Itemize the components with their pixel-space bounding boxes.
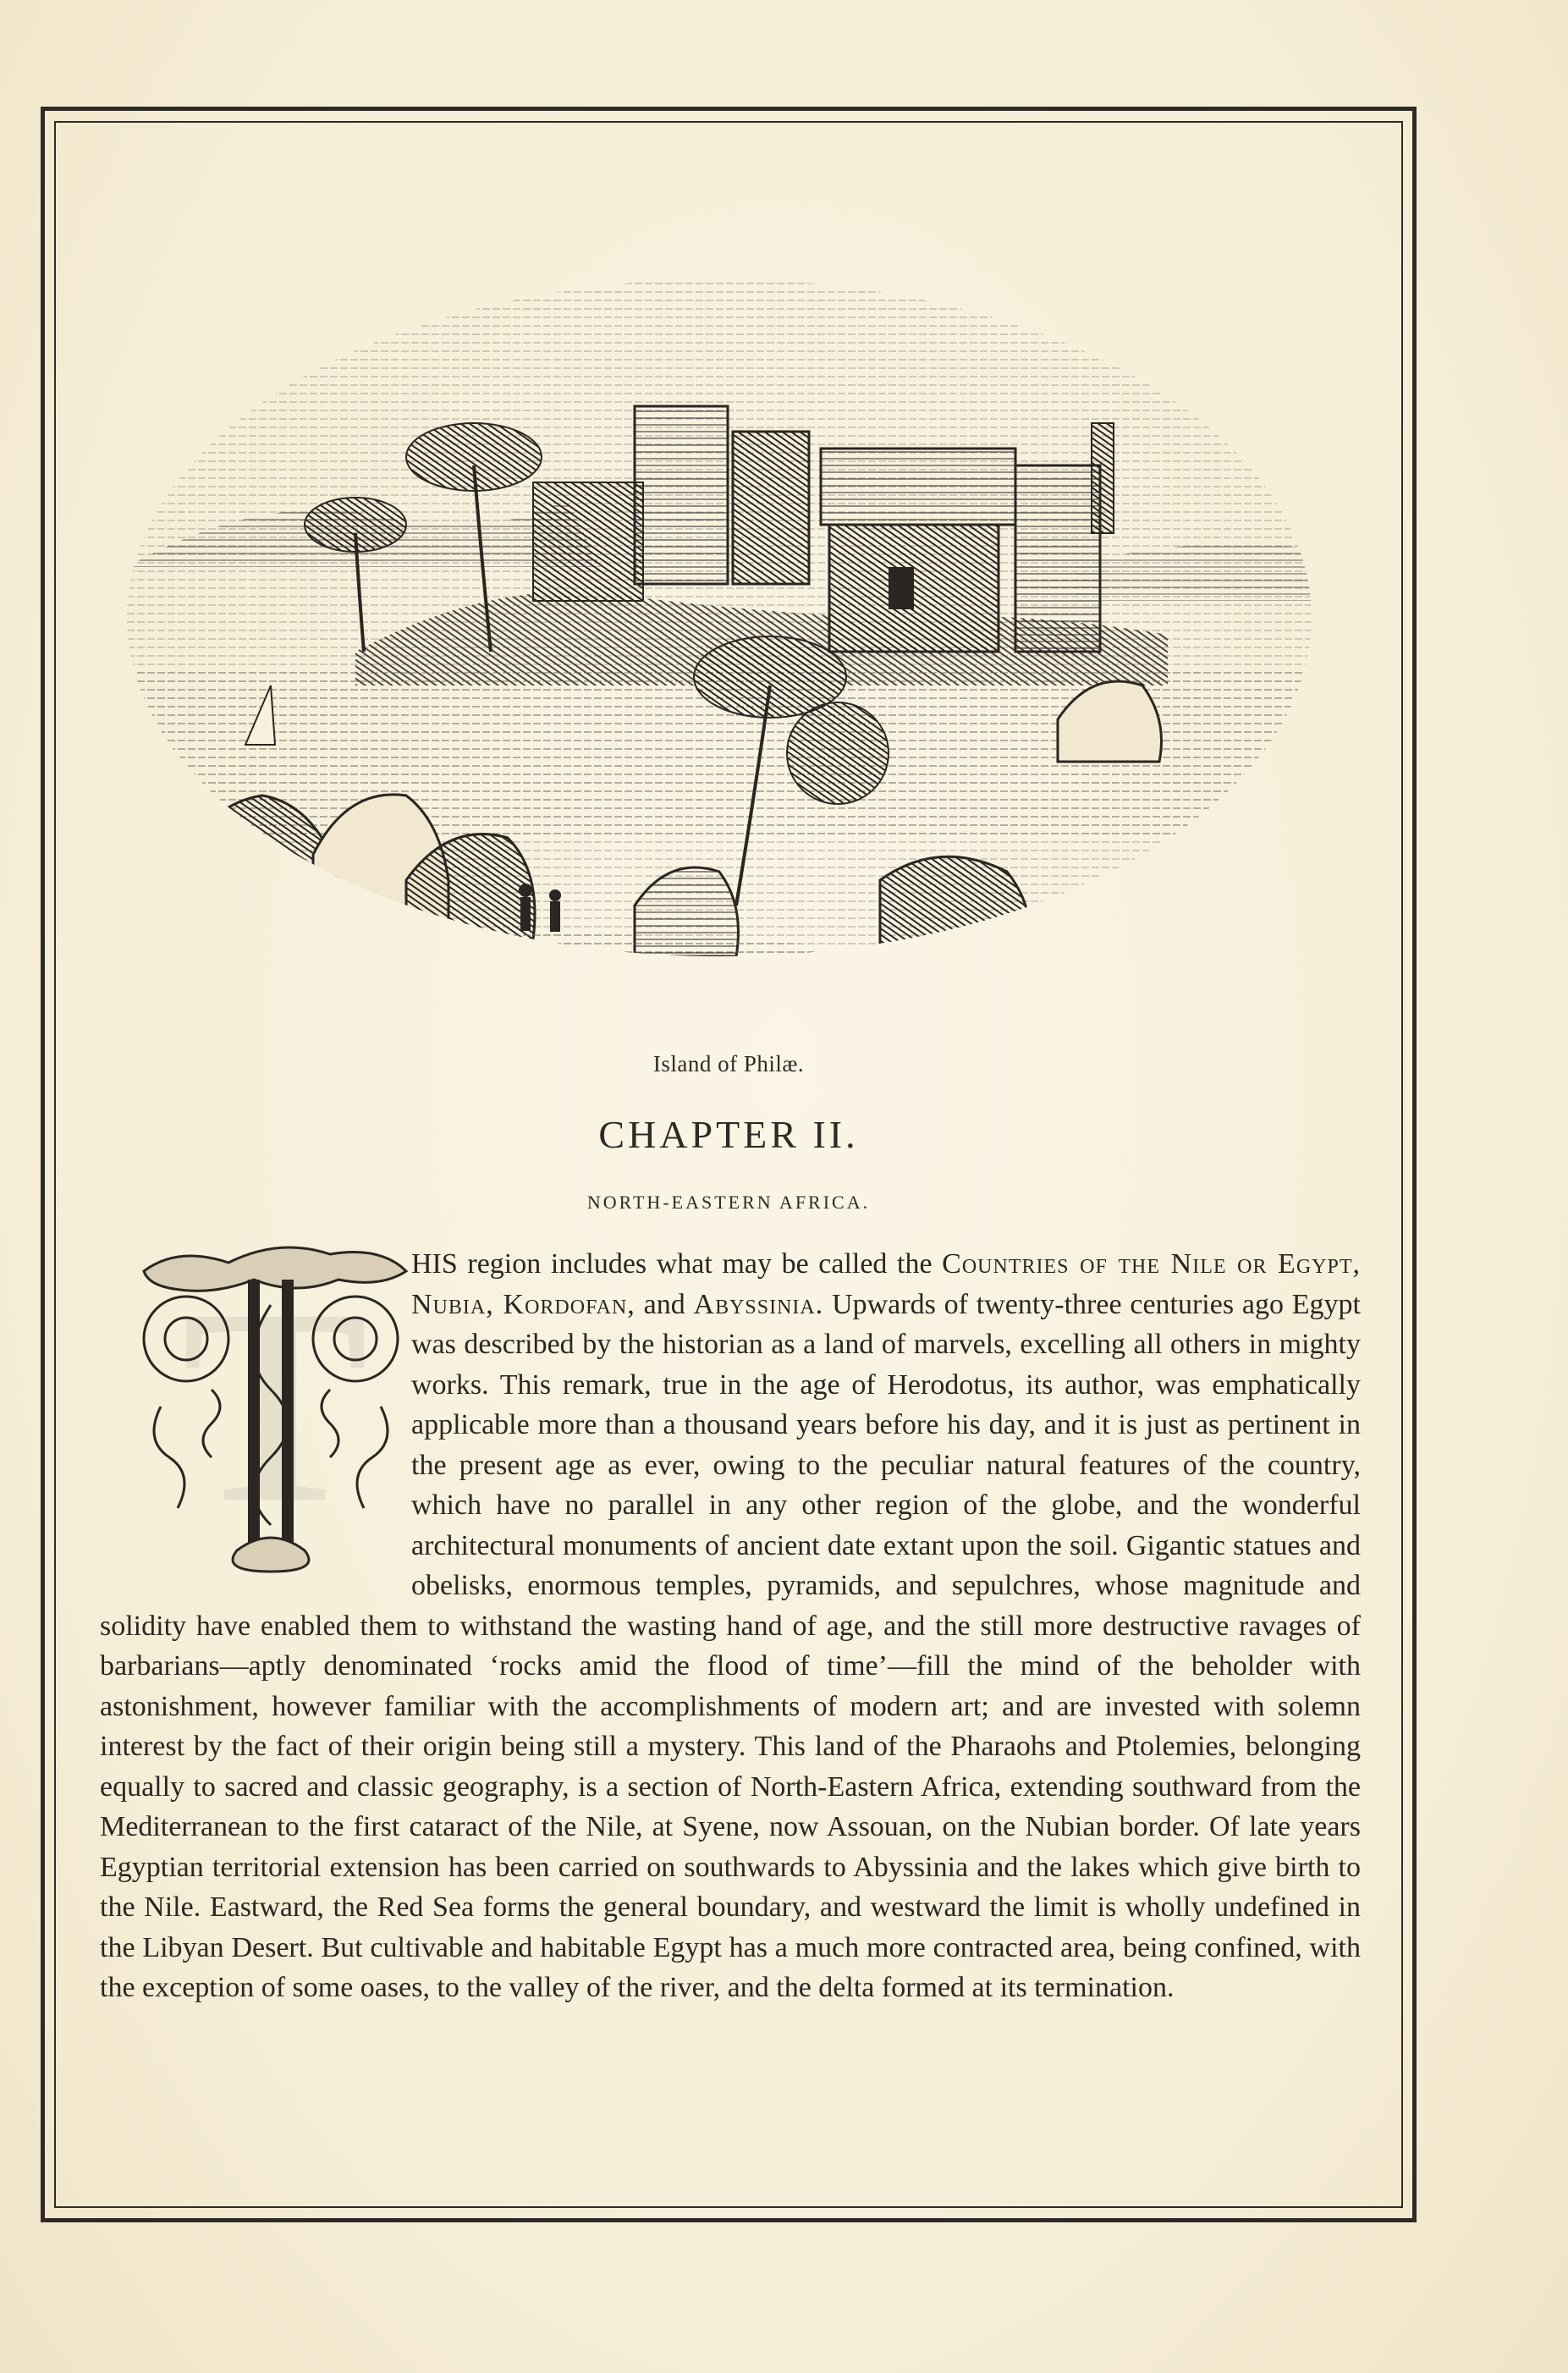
body-run-1: HIS region includes what may be called the (411, 1248, 943, 1280)
drop-cap-space (100, 1244, 404, 1599)
body-run-3: and (635, 1288, 694, 1320)
chapter-subtitle: NORTH-EASTERN AFRICA. (586, 1192, 871, 1213)
chapter-body-paragraph (100, 1244, 1361, 2008)
body-run-5: Upwards of twenty-three centuries ago Egypt was described by the historian as a land of marvels, excelling all others in mighty works. This remark, true in the age of Herodotus, its author, was emphatically applicable more than a thousand years before his day, and it is just as pertinent in the present age as ever, owing to the peculiar natural features of the country, which have no parallel in any other region of the globe, and the wonderful architectural monuments of ancient date extant upon the soil. Gigantic statues and obelisks, enormous temples, pyramids, and sepulchres, whose magnitude and solidity have enabled them to withstand the wasting hand of age, and the still more destructive ravages of barbarians—aptly denominated ‘rocks amid the flood of time’—fill the mind of the beholder with astonishment, however familiar with the accomplishments of modern art; and are invested with solemn interest by the fact of their origin being still a mystery. This land of the Pharaohs and Ptolemies, belonging equally to sacred and classic geography, is a section of North-Eastern Africa, extending southward from the Mediterranean to the first cataract of the Nile, at Syene, now Assouan, on the Nubian border. Of late years Egyptian territorial extension has been carried on southwards to Abyssinia and the lakes which give birth to the Nile. Eastward, the Red Sea forms the general boundary, and westward the limit is wholly undefined in the Libyan Desert. But cultivable and habitable Egypt has a much more contracted area, being confined, with the exception of some oases, to the valley of the river, and the delta formed at its termination. (100, 1288, 1361, 2003)
chapter-title: CHAPTER II. (598, 1113, 859, 1156)
drop-cap-letter: T (181, 1252, 369, 1561)
body-run-4: Abyssinia. (693, 1288, 824, 1320)
island-of-philae-engraving-icon (127, 212, 1329, 1041)
illustration-caption: Island of Philæ. (652, 1051, 805, 1076)
body-run-2: Countries of the Nile or Egypt, Nubia, Kordofan, (411, 1248, 1361, 1320)
